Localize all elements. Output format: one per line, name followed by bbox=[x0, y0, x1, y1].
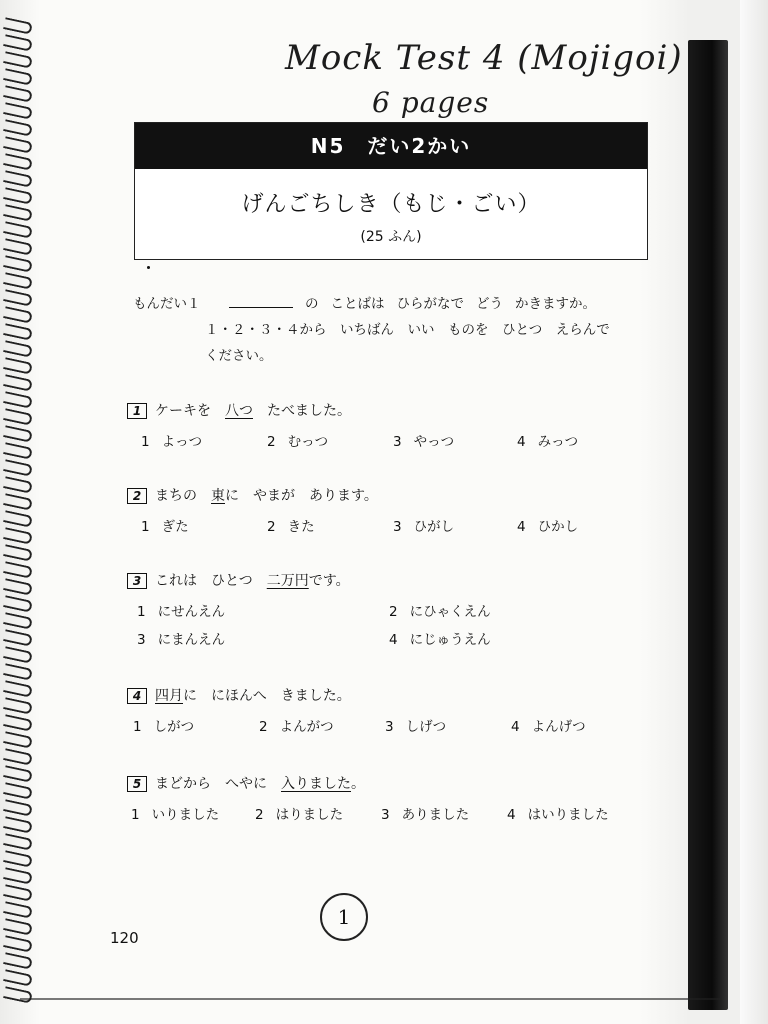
spiral-ring bbox=[3, 476, 33, 494]
option-2[interactable]: 2 むっつ bbox=[267, 434, 329, 450]
question-5 bbox=[127, 773, 647, 829]
option-2[interactable]: 2 にひゃくえん bbox=[389, 604, 491, 620]
spiral-ring bbox=[3, 986, 33, 1004]
spiral-ring bbox=[3, 918, 33, 936]
spiral-ring bbox=[3, 612, 33, 630]
spiral-ring bbox=[3, 153, 33, 171]
spiral-binding bbox=[0, 20, 40, 1020]
spiral-ring bbox=[3, 850, 33, 868]
answer-options bbox=[127, 515, 647, 541]
spiral-ring bbox=[3, 527, 33, 545]
instruction-word: かきますか。 bbox=[515, 296, 596, 312]
question-text: ケーキを bbox=[155, 403, 211, 419]
spiral-ring bbox=[3, 629, 33, 647]
answer-options bbox=[127, 430, 647, 456]
handwritten-page-circle: 1 bbox=[320, 893, 368, 941]
answer-options bbox=[127, 715, 647, 741]
option-3[interactable]: 3 にまんえん bbox=[137, 632, 226, 648]
spiral-ring bbox=[3, 102, 33, 120]
option-4[interactable]: 4 にじゅうえん bbox=[389, 632, 491, 648]
question-3 bbox=[127, 570, 647, 654]
spiral-ring bbox=[3, 272, 33, 290]
spiral-ring bbox=[3, 663, 33, 681]
answer-blank bbox=[229, 293, 293, 308]
spiral-ring bbox=[3, 799, 33, 817]
spiral-ring bbox=[3, 748, 33, 766]
spiral-ring bbox=[3, 680, 33, 698]
question-4 bbox=[127, 685, 647, 741]
instruction-word: どう bbox=[476, 296, 503, 312]
handwritten-title: Mock Test 4 (Mojigoi) bbox=[285, 38, 683, 78]
spiral-ring bbox=[3, 714, 33, 732]
spiral-ring bbox=[3, 493, 33, 511]
question-number: 3 bbox=[127, 573, 147, 589]
option-4[interactable]: 4 よんげつ bbox=[511, 719, 586, 735]
option-3[interactable]: 3 やっつ bbox=[393, 434, 455, 450]
option-1[interactable]: 1 しがつ bbox=[133, 719, 195, 735]
spiral-ring bbox=[3, 340, 33, 358]
option-2[interactable]: 2 きた bbox=[267, 519, 315, 535]
option-1[interactable]: 1 ぎた bbox=[141, 519, 189, 535]
option-1[interactable]: 1 にせんえん bbox=[137, 604, 226, 620]
question-text: これは ひとつ bbox=[155, 573, 253, 589]
spiral-ring bbox=[3, 85, 33, 103]
question-text: たべました。 bbox=[267, 403, 351, 419]
spiral-ring bbox=[3, 68, 33, 86]
spiral-ring bbox=[3, 731, 33, 749]
question-text: まちの bbox=[155, 488, 197, 504]
question-text: に やまが あります。 bbox=[225, 488, 378, 504]
spiral-ring bbox=[3, 697, 33, 715]
instruction-line-3: ください。 bbox=[205, 348, 273, 364]
section-title: げんごちしき（もじ・ごい） bbox=[241, 192, 541, 217]
instruction-line-1 bbox=[205, 291, 655, 317]
question-number: 1 bbox=[127, 403, 147, 419]
spiral-ring bbox=[3, 646, 33, 664]
page-margin bbox=[740, 0, 768, 1024]
spiral-ring bbox=[3, 323, 33, 341]
question-2 bbox=[127, 485, 647, 541]
spiral-ring bbox=[3, 136, 33, 154]
spiral-ring bbox=[3, 17, 33, 35]
question-text: 。 bbox=[351, 776, 365, 792]
spiral-ring bbox=[3, 833, 33, 851]
spiral-ring bbox=[3, 374, 33, 392]
spiral-ring bbox=[3, 170, 33, 188]
spiral-ring bbox=[3, 782, 33, 800]
spiral-ring bbox=[3, 561, 33, 579]
spiral-ring bbox=[3, 901, 33, 919]
question-number: 4 bbox=[127, 688, 147, 704]
option-1[interactable]: 1 よっつ bbox=[141, 434, 203, 450]
spiral-ring bbox=[3, 289, 33, 307]
time-limit: (25 ふん) bbox=[360, 229, 422, 245]
instruction-word: ことばは bbox=[330, 296, 385, 312]
option-3[interactable]: 3 しげつ bbox=[385, 719, 447, 735]
spiral-ring bbox=[3, 187, 33, 205]
spiral-ring bbox=[3, 595, 33, 613]
spiral-ring bbox=[3, 969, 33, 987]
spiral-ring bbox=[3, 255, 33, 273]
question-1 bbox=[127, 400, 647, 456]
option-2[interactable]: 2 はりました bbox=[255, 807, 344, 823]
spiral-ring bbox=[3, 442, 33, 460]
problem-instructions bbox=[205, 291, 655, 369]
spiral-ring bbox=[3, 765, 33, 783]
spiral-ring bbox=[3, 510, 33, 528]
option-1[interactable]: 1 いりました bbox=[131, 807, 220, 823]
level-banner: N5 だい2かい bbox=[135, 123, 647, 169]
problem-label: もんだい１ bbox=[133, 296, 201, 312]
spiral-ring bbox=[3, 357, 33, 375]
test-title-box bbox=[134, 122, 648, 260]
question-text: まどから へやに bbox=[155, 776, 267, 792]
spiral-ring bbox=[3, 459, 33, 477]
option-3[interactable]: 3 ひがし bbox=[393, 519, 455, 535]
spiral-ring bbox=[3, 884, 33, 902]
option-2[interactable]: 2 よんがつ bbox=[259, 719, 334, 735]
underlined-word: 二万円 bbox=[266, 573, 309, 589]
spiral-ring bbox=[3, 952, 33, 970]
question-number: 5 bbox=[127, 776, 147, 792]
underlined-word: 入りました bbox=[281, 776, 351, 792]
ink-dot bbox=[147, 266, 150, 269]
page-edge-shadow bbox=[688, 40, 728, 1010]
answer-options bbox=[127, 803, 647, 829]
underlined-word: 東 bbox=[211, 488, 225, 504]
spiral-ring bbox=[3, 408, 33, 426]
spiral-ring bbox=[3, 34, 33, 52]
underlined-word: 八つ bbox=[225, 403, 253, 419]
option-4[interactable]: 4 ひかし bbox=[517, 519, 579, 535]
spiral-ring bbox=[3, 391, 33, 409]
option-4[interactable]: 4 はいりました bbox=[507, 807, 609, 823]
option-4[interactable]: 4 みっつ bbox=[517, 434, 579, 450]
spiral-ring bbox=[3, 306, 33, 324]
answer-options-row-1 bbox=[127, 600, 647, 626]
spiral-ring bbox=[3, 816, 33, 834]
handwritten-page-count: 6 pages bbox=[372, 86, 490, 119]
spiral-ring bbox=[3, 544, 33, 562]
spiral-ring bbox=[3, 425, 33, 443]
underlined-word: 四月 bbox=[155, 688, 183, 704]
question-number: 2 bbox=[127, 488, 147, 504]
spiral-ring bbox=[3, 867, 33, 885]
instruction-line-2: １・２・３・４から いちばん いい ものを ひとつ えらんで bbox=[205, 322, 610, 338]
spiral-ring bbox=[3, 935, 33, 953]
question-text: に にほんへ きました。 bbox=[183, 688, 351, 704]
option-3[interactable]: 3 ありました bbox=[381, 807, 470, 823]
question-text: です。 bbox=[308, 573, 350, 589]
answer-options-row-2 bbox=[127, 628, 647, 654]
instruction-word: の bbox=[305, 296, 319, 312]
page-number: 120 bbox=[110, 929, 139, 947]
spiral-ring bbox=[3, 51, 33, 69]
instruction-word: ひらがなで bbox=[396, 296, 464, 312]
spiral-ring bbox=[3, 578, 33, 596]
spiral-ring bbox=[3, 238, 33, 256]
spiral-ring bbox=[3, 221, 33, 239]
bottom-edge bbox=[20, 998, 720, 1000]
spiral-ring bbox=[3, 204, 33, 222]
spiral-ring bbox=[3, 119, 33, 137]
